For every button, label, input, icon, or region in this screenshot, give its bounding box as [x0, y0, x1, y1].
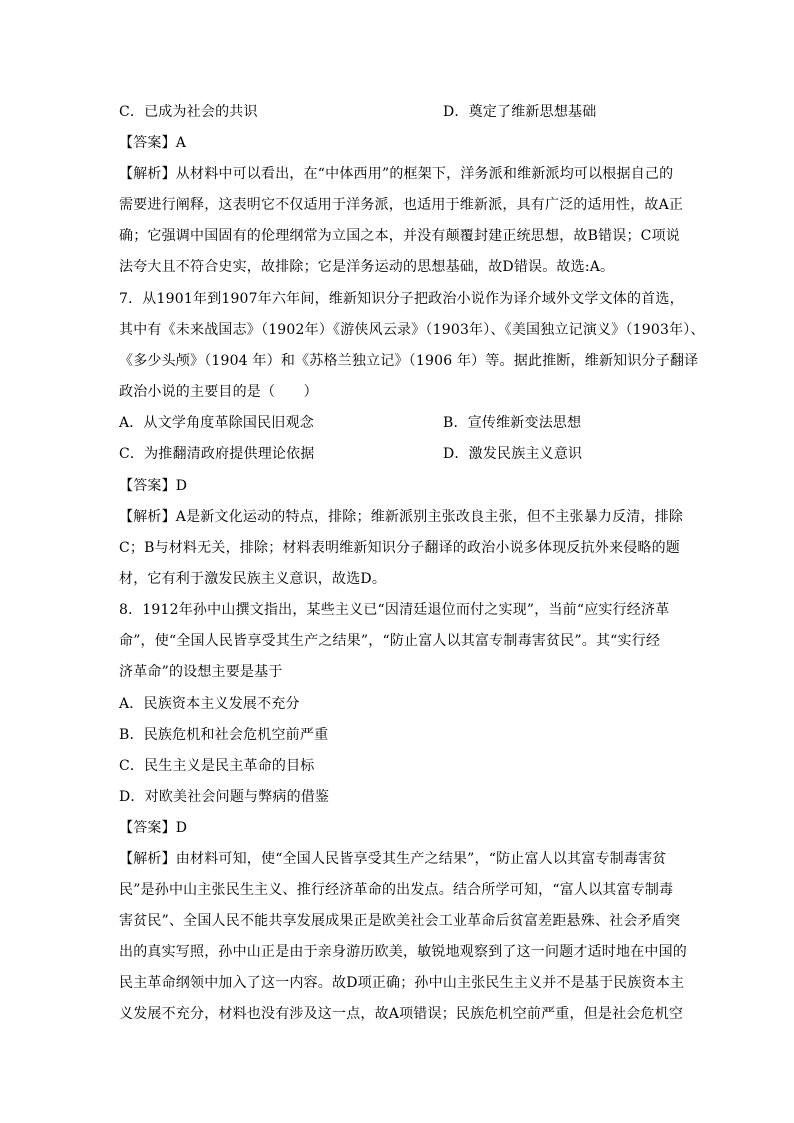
q6-analysis-line: 【解析】从材料中可以看出，在“中体西用”的框架下，洋务派和维新派均可以根据自己的	[119, 166, 674, 182]
q7-analysis-line: 【解析】A是新文化运动的特点，排除；维新派别主张改良主张，但不主张暴力反清，排除	[119, 509, 684, 525]
q7-option-b: B．宣传维新变法思想	[443, 415, 582, 431]
q8-option-a: A．民族资本主义发展不充分	[119, 696, 300, 712]
q8-analysis-line: 出的真实写照，孙中山正是由于亲身游历欧美，敏锐地观察到了这一问题才适时地在中国的	[119, 944, 687, 960]
q8-analysis-line: 民”是孙中山主张民生主义、推行经济革命的出发点。结合所学可知，“富人以其富专制毒	[119, 882, 674, 898]
q7-stem-line: 政治小说的主要目的是（ ）	[119, 384, 318, 400]
q8-answer: 【答案】D	[119, 820, 188, 836]
q8-option-c: C．民生主义是民主革命的目标	[119, 758, 315, 774]
q7-answer: 【答案】D	[119, 478, 188, 494]
q8-stem-line: 命”，使“全国人民皆享受其生产之结果”，“防止富人以其富专制毒害贫民”。其“实行经	[119, 633, 661, 649]
q6-analysis-line: 法夸大且不符合史实，故排除；它是洋务运动的思想基础，故D错误。故选:A。	[119, 259, 615, 275]
q6-answer: 【答案】A	[119, 135, 187, 151]
q8-analysis-line: 义发展不充分，材料也没有涉及这一点，故A项错误；民族危机空前严重，但是社会危机空	[119, 1006, 684, 1022]
q7-analysis-line: 材，它有利于激发民族主义意识，故选D。	[119, 571, 387, 587]
q6-option-d: D．奠定了维新思想基础	[443, 104, 597, 120]
q7-stem-line: 《多少头颅》（1904 年）和《苏格兰独立记》（1906 年）等。据此推断，维新知识分子翻译	[119, 353, 699, 369]
q8-option-b: B．民族危机和社会危机空前严重	[119, 727, 329, 743]
q8-analysis-line: 民主革命纲领中加入了这一内容。故D项正确；孙中山主张民生主义并不是基于民族资本主	[119, 975, 685, 991]
q7-option-d: D．激发民族主义意识	[443, 446, 583, 462]
q7-analysis-line: C；B与材料无关，排除；材料表明维新知识分子翻译的政治小说多体现反抗外来侵略的题	[119, 540, 680, 556]
q7-stem-line: 其中有《未来战国志》（1902年）《游侠风云录》（1903年）、《美国独立记演义》（1903年）、	[119, 322, 705, 338]
q7-option-a: A．从文学角度革除国民旧观念	[119, 415, 314, 431]
q6-option-c: C．已成为社会的共识	[119, 104, 258, 120]
q6-analysis-line: 需要进行阐释，这表明它不仅适用于洋务派，也适用于维新派，具有广泛的适用性，故A正	[119, 197, 684, 213]
q8-analysis-line: 【解析】由材料可知，使“全国人民皆享受其生产之结果”，“防止富人以其富专制毒害贫	[119, 851, 667, 867]
q8-analysis-line: 害贫民”、全国人民不能共享发展成果正是欧美社会工业革命后贫富差距悬殊、社会矛盾突	[119, 913, 681, 929]
q7-option-c: C．为推翻清政府提供理论依据	[119, 446, 315, 462]
q6-analysis-line: 确；它强调中国固有的伦理纲常为立国之本，并没有颠覆封建正统思想，故B错误；C项说	[119, 228, 680, 244]
q7-stem-line: 7．从1901年到1907年六年间，维新知识分子把政治小说作为译介域外文学文体的首选，	[119, 291, 684, 307]
q8-option-d: D．对欧美社会问题与弊病的借鉴	[119, 789, 330, 805]
q8-stem-line: 济革命”的设想主要是基于	[119, 664, 283, 680]
q8-stem-line: 8．1912年孙中山撰文指出，某些主义已“因清廷退位而付之实现”，当前“应实行经济革	[119, 602, 670, 618]
